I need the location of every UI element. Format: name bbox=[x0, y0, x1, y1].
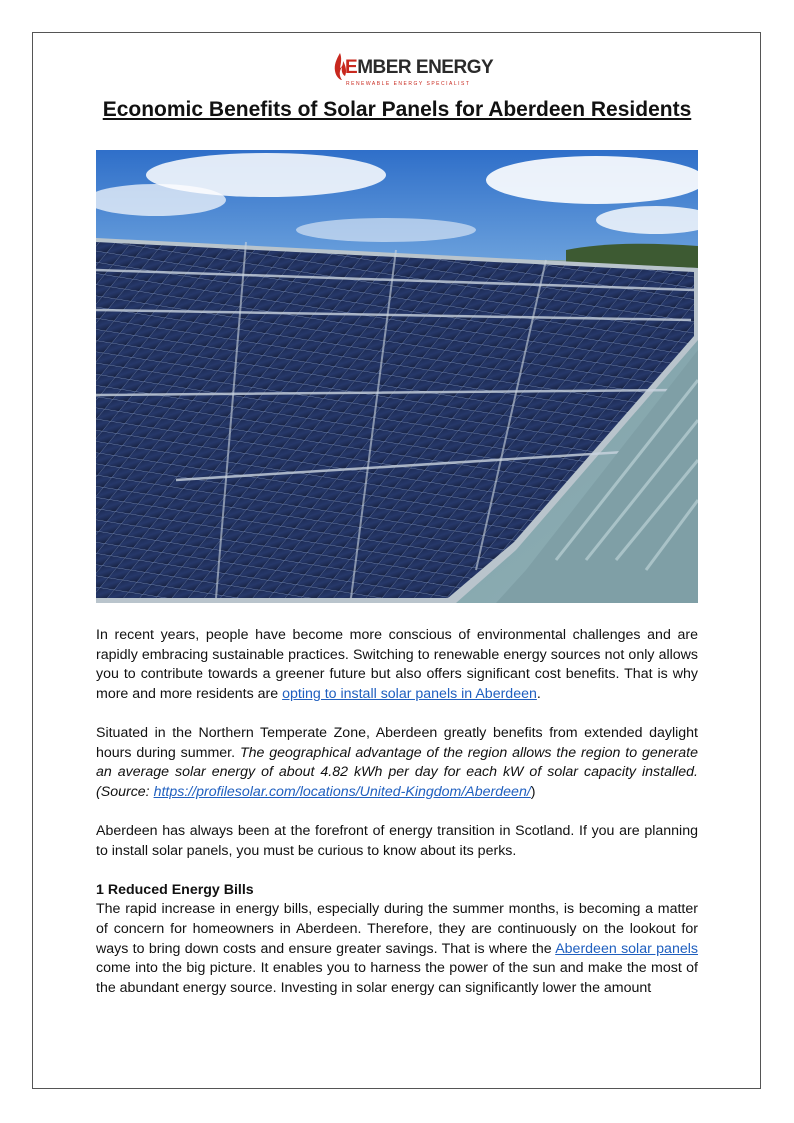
section-heading-reduced-bills: 1 Reduced Energy Bills bbox=[96, 881, 254, 898]
solar-panels-photo bbox=[96, 150, 698, 603]
logo-tagline: RENEWABLE ENERGY SPECIALIST bbox=[346, 81, 471, 87]
logo-wordmark: EMBER ENERGY bbox=[345, 57, 494, 78]
paragraph-reduced-bills: The rapid increase in energy bills, especially during the summer months, is becoming a matter of concern for homeowners in Aberdeen. Therefore, they are continuously on the lookout for ways to bring down costs and ensure greater savings. That is where the Aberdeen solar panels come into the big picture. It enables you to harness the power of the sun and make the most of the abundant energy source. Investing in solar energy can significantly lower the amount bbox=[96, 901, 698, 996]
link-install-solar-panels[interactable]: opting to install solar panels in Aberdeen bbox=[282, 685, 537, 702]
link-aberdeen-solar-panels[interactable]: Aberdeen solar panels bbox=[555, 940, 698, 957]
article-body bbox=[96, 626, 698, 998]
ember-energy-logo bbox=[332, 52, 494, 92]
paragraph-transition: Aberdeen has always been at the forefront of energy transition in Scotland. If you are planning to install solar panels, you must be curious to know about its perks. bbox=[96, 822, 698, 859]
paragraph-location: Situated in the Northern Temperate Zone, Aberdeen greatly benefits from extended daylight hours during summer. The geographical advantage of the region allows the region to generate an average solar energy of about 4.82 kWh per day for each kW of solar capacity installed. (Source: https://profilesolar.com/locations/United-Kingdom/Aberdeen/) bbox=[96, 724, 698, 800]
link-source-profilesolar[interactable]: https://profilesolar.com/locations/United-Kingdom/Aberdeen/ bbox=[153, 783, 531, 800]
page-title: Economic Benefits of Solar Panels for Aberdeen Residents bbox=[102, 98, 692, 121]
paragraph-intro: In recent years, people have become more conscious of environmental challenges and are rapidly embracing sustainable practices. Switching to renewable energy sources not only allows you to contribute towards a greener future but also offers significant cost benefits. That is why more and more residents are opting to install solar panels in Aberdeen. bbox=[96, 627, 698, 702]
